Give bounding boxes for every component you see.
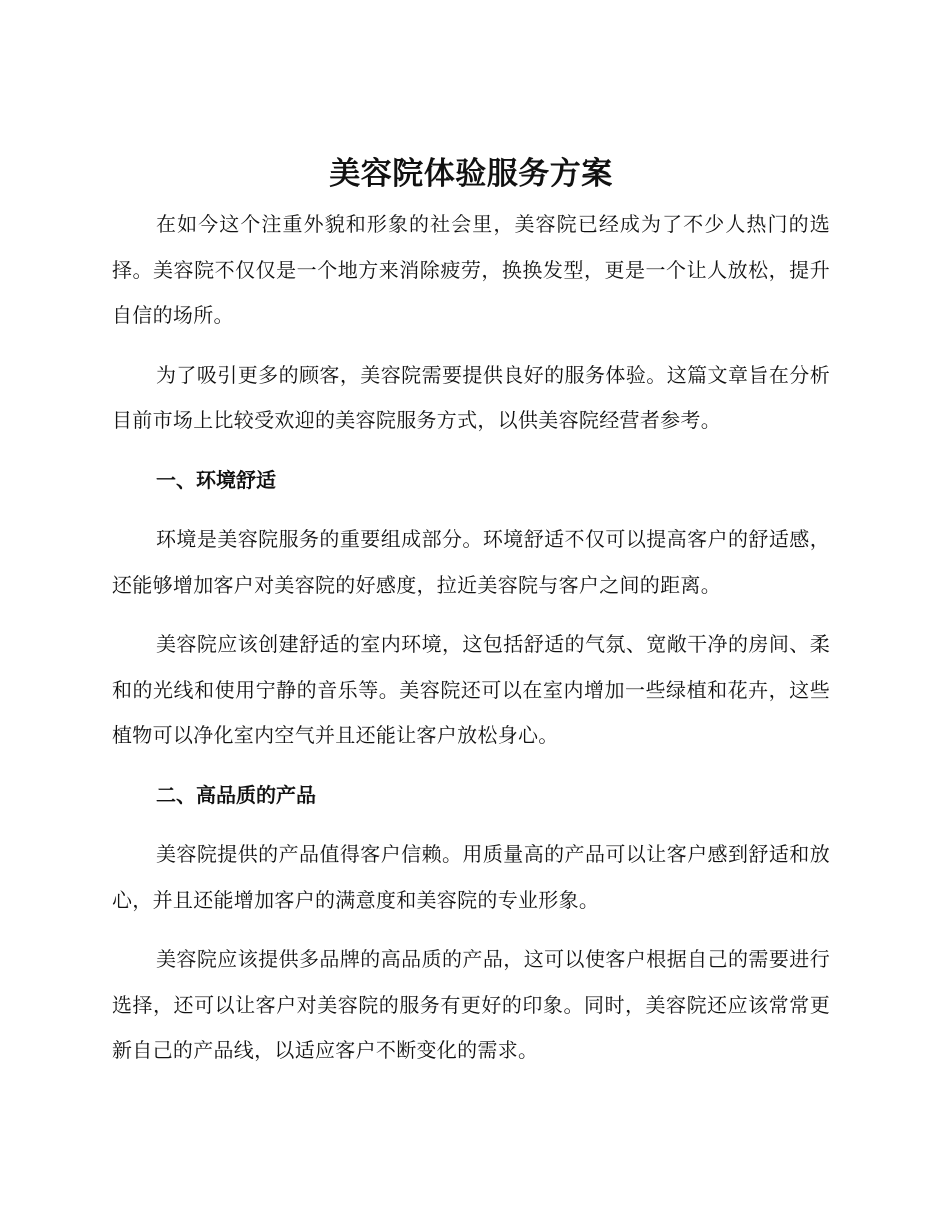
document-title: 美容院体验服务方案: [329, 156, 613, 192]
paragraph-products-2: 美容院应该提供多品牌的高品质的产品，这可以使客户根据自己的需要进行选择，还可以让客户对美容院的服务有更好的印象。同时，美容院还应该常常更新自己的产品线，以适应客户不断变化的需求。: [112, 947, 830, 1062]
paragraph-environment-1: 环境是美容院服务的重要组成部分。环境舒适不仅可以提高客户的舒适感，还能够增加客户对美容院的好感度，拉近美容院与客户之间的距离。: [112, 527, 830, 597]
paragraph-environment-2: 美容院应该创建舒适的室内环境，这包括舒适的气氛、宽敞干净的房间、柔和的光线和使用宁静的音乐等。美容院还可以在室内增加一些绿植和花卉，这些植物可以净化室内空气并且还能让客户放松身心。: [112, 632, 830, 747]
paragraph-intro-1: 在如今这个注重外貌和形象的社会里，美容院已经成为了不少人热门的选择。美容院不仅仅是一个地方来消除疲劳，换换发型，更是一个让人放松，提升自信的场所。: [112, 212, 830, 327]
section-heading-products: 二、高品质的产品: [156, 782, 316, 807]
section-heading-environment: 一、环境舒适: [156, 467, 276, 492]
paragraph-products-1: 美容院提供的产品值得客户信赖。用质量高的产品可以让客户感到舒适和放心，并且还能增加客户的满意度和美容院的专业形象。: [112, 842, 830, 912]
paragraph-intro-2: 为了吸引更多的顾客，美容院需要提供良好的服务体验。这篇文章旨在分析目前市场上比较受欢迎的美容院服务方式，以供美容院经营者参考。: [112, 362, 830, 432]
document-page: [112, 148, 830, 1088]
